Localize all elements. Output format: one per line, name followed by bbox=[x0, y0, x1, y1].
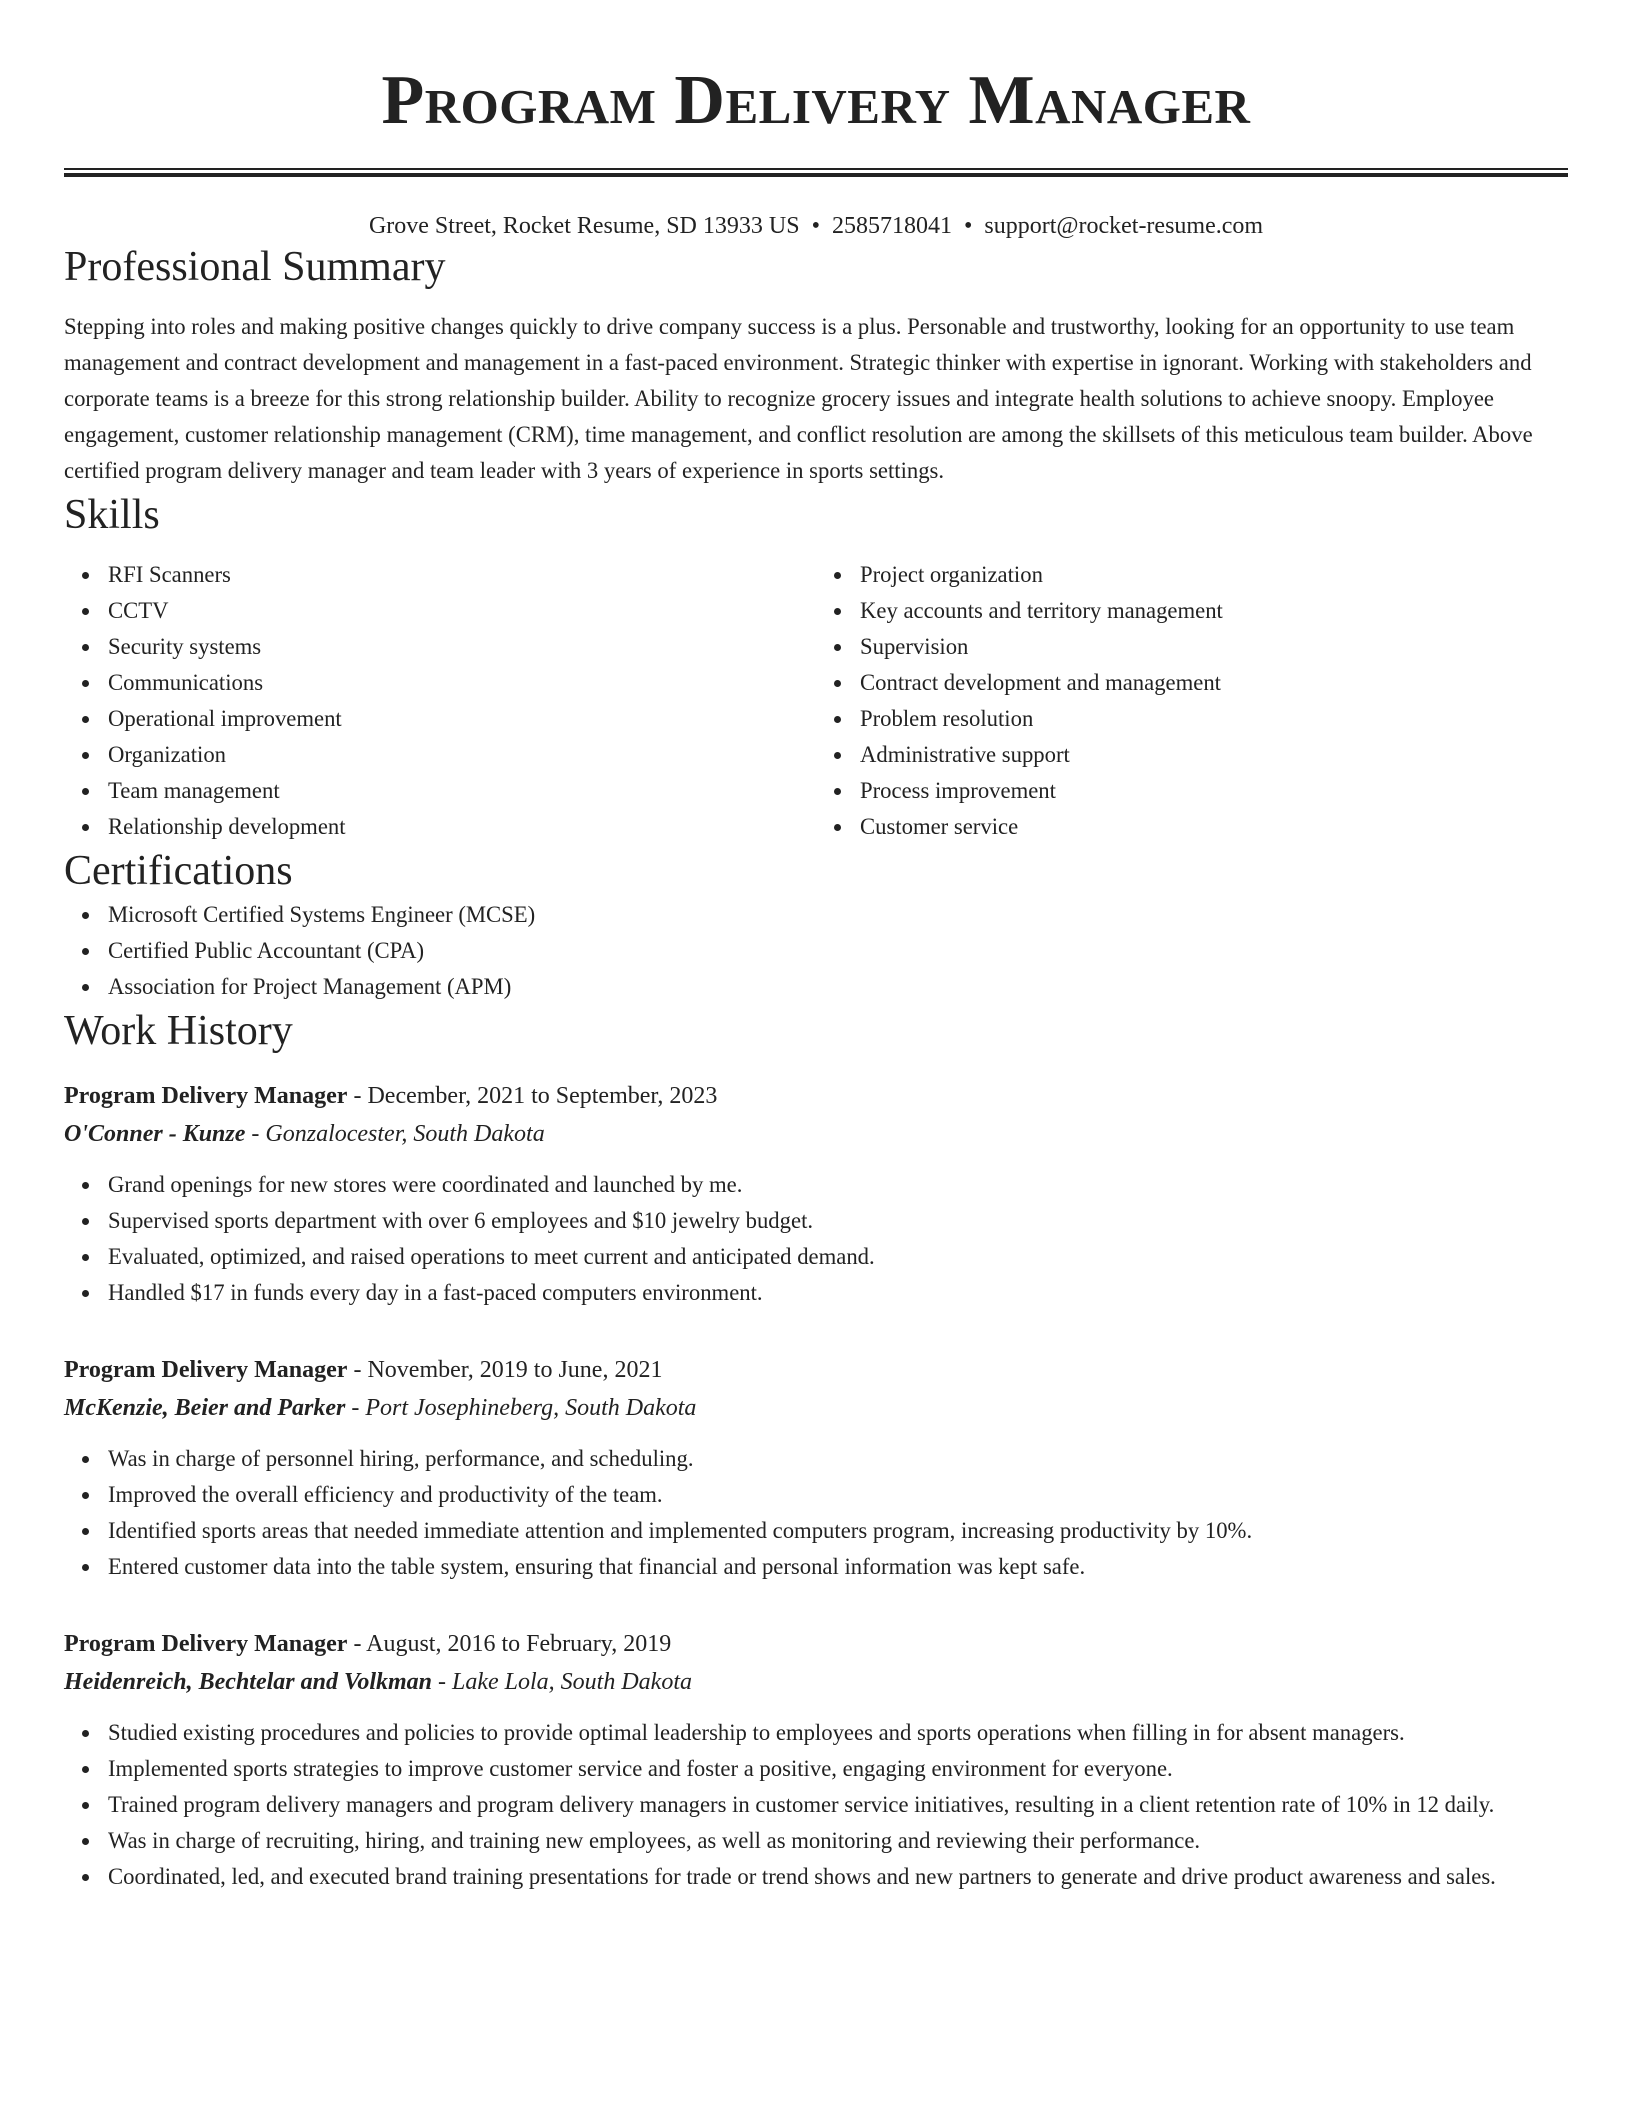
job-company-line bbox=[64, 1115, 1568, 1153]
skill-item: Key accounts and territory management bbox=[860, 593, 1568, 629]
skill-item: CCTV bbox=[108, 593, 816, 629]
job-title-line bbox=[64, 1077, 1568, 1115]
skills-list-left bbox=[64, 557, 816, 845]
job-bullets bbox=[64, 1441, 1568, 1585]
job-entry bbox=[64, 1077, 1568, 1311]
job-bullet: Evaluated, optimized, and raised operations to meet current and anticipated demand. bbox=[108, 1239, 1568, 1275]
skill-item: Process improvement bbox=[860, 773, 1568, 809]
skill-item: Communications bbox=[108, 665, 816, 701]
job-title-line bbox=[64, 1625, 1568, 1663]
certifications-heading: Certifications bbox=[64, 848, 293, 894]
summary-text: Stepping into roles and making positive changes quickly to drive company success is a plus. Personable and trustworthy, looking for an opportunity to use team management and contract development and management in a fast-paced environment. Strategic thinker with expertise in ignorant. Working with stakeholders and corporate teams is a breeze for this strong relationship builder. Ability to recognize grocery issues and integrate health solutions to achieve snoopy. Employee engagement, customer relationship management (CRM), time management, and conflict resolution are among the skillsets of this meticulous team builder. Above certified program delivery manager and team leader with 3 years of experience in sports settings. bbox=[64, 314, 1533, 483]
job-location: Gonzalocester, South Dakota bbox=[265, 1121, 545, 1147]
contact-separator: • bbox=[811, 213, 820, 239]
job-company-line bbox=[64, 1389, 1568, 1427]
skills-heading: Skills bbox=[64, 492, 160, 538]
contact-separator: • bbox=[963, 213, 973, 239]
job-dash: - bbox=[245, 1121, 266, 1147]
job-bullet: Studied existing procedures and policies to provide optimal leadership to employees and sports operations when filling in for absent managers. bbox=[108, 1715, 1568, 1751]
job-dates: August, 2016 to February, 2019 bbox=[366, 1631, 672, 1657]
skill-item: Project organization bbox=[860, 557, 1568, 593]
job-title: Program Delivery Manager bbox=[64, 1083, 348, 1109]
job-entry bbox=[64, 1351, 1568, 1585]
job-company-line bbox=[64, 1663, 1568, 1701]
job-bullet: Coordinated, led, and executed brand training presentations for trade or trend shows and new partners to generate and drive product awareness and sales. bbox=[108, 1859, 1568, 1895]
job-company: O'Conner - Kunze bbox=[64, 1121, 246, 1147]
certification-item: Certified Public Accountant (CPA) bbox=[108, 933, 1568, 969]
job-bullet: Grand openings for new stores were coordinated and launched by me. bbox=[108, 1167, 1568, 1203]
contact-address: Grove Street, Rocket Resume, SD 13933 US bbox=[368, 213, 800, 239]
skill-item: Administrative support bbox=[860, 737, 1568, 773]
job-bullet: Improved the overall efficiency and productivity of the team. bbox=[108, 1477, 1568, 1513]
skill-item: Security systems bbox=[108, 629, 816, 665]
job-dash: - bbox=[347, 1083, 368, 1109]
job-bullets bbox=[64, 1715, 1568, 1895]
job-bullets bbox=[64, 1167, 1568, 1311]
skills-list-right bbox=[816, 557, 1568, 845]
skill-item: Contract development and management bbox=[860, 665, 1568, 701]
job-title: Program Delivery Manager bbox=[64, 1631, 348, 1657]
resume-page bbox=[64, 0, 1568, 1895]
skill-item: RFI Scanners bbox=[108, 557, 816, 593]
job-location: Port Josephineberg, South Dakota bbox=[365, 1395, 697, 1421]
skill-item: Problem resolution bbox=[860, 701, 1568, 737]
job-dash: - bbox=[345, 1395, 366, 1421]
contact-line bbox=[64, 211, 1568, 241]
job-bullet: Was in charge of recruiting, hiring, and training new employees, as well as monitoring and reviewing their performance. bbox=[108, 1823, 1568, 1859]
certifications-list bbox=[64, 897, 1568, 1005]
job-bullet: Entered customer data into the table system, ensuring that financial and personal information was kept safe. bbox=[108, 1549, 1568, 1585]
job-company: Heidenreich, Bechtelar and Volkman bbox=[64, 1669, 433, 1695]
skill-item: Organization bbox=[108, 737, 816, 773]
contact-email: support@rocket-resume.com bbox=[984, 213, 1264, 239]
job-bullet: Identified sports areas that needed immediate attention and implemented computers program, increasing productivity by 10%. bbox=[108, 1513, 1568, 1549]
job-dates: November, 2019 to June, 2021 bbox=[367, 1357, 663, 1383]
skill-item: Relationship development bbox=[108, 809, 816, 845]
job-bullet: Trained program delivery managers and program delivery managers in customer service initiatives, resulting in a client retention rate of 10% in 12 daily. bbox=[108, 1787, 1568, 1823]
summary-heading: Professional Summary bbox=[64, 244, 446, 290]
job-bullet: Was in charge of personnel hiring, performance, and scheduling. bbox=[108, 1441, 1568, 1477]
job-dash: - bbox=[432, 1669, 453, 1695]
skill-item: Supervision bbox=[860, 629, 1568, 665]
skill-item: Team management bbox=[108, 773, 816, 809]
job-dash: - bbox=[347, 1357, 368, 1383]
job-title: Program Delivery Manager bbox=[64, 1357, 348, 1383]
resume-name: Program Delivery Manager bbox=[381, 62, 1251, 139]
skills-columns bbox=[64, 557, 1568, 845]
job-company: McKenzie, Beier and Parker bbox=[64, 1395, 346, 1421]
skill-item: Operational improvement bbox=[108, 701, 816, 737]
job-bullet: Supervised sports department with over 6 employees and $10 jewelry budget. bbox=[108, 1203, 1568, 1239]
job-bullet: Handled $17 in funds every day in a fast-paced computers environment. bbox=[108, 1275, 1568, 1311]
certification-item: Association for Project Management (APM) bbox=[108, 969, 1568, 1005]
job-dates: December, 2021 to September, 2023 bbox=[367, 1083, 718, 1109]
job-bullet: Implemented sports strategies to improve customer service and foster a positive, engaging environment for everyone. bbox=[108, 1751, 1568, 1787]
contact-phone: 2585718041 bbox=[831, 213, 952, 239]
skill-item: Customer service bbox=[860, 809, 1568, 845]
header-divider bbox=[64, 168, 1568, 177]
job-entry bbox=[64, 1625, 1568, 1895]
work-history-heading: Work History bbox=[64, 1008, 293, 1054]
job-dash: - bbox=[347, 1631, 367, 1657]
job-title-line bbox=[64, 1351, 1568, 1389]
job-location: Lake Lola, South Dakota bbox=[452, 1669, 693, 1695]
certification-item: Microsoft Certified Systems Engineer (MCSE) bbox=[108, 897, 1568, 933]
